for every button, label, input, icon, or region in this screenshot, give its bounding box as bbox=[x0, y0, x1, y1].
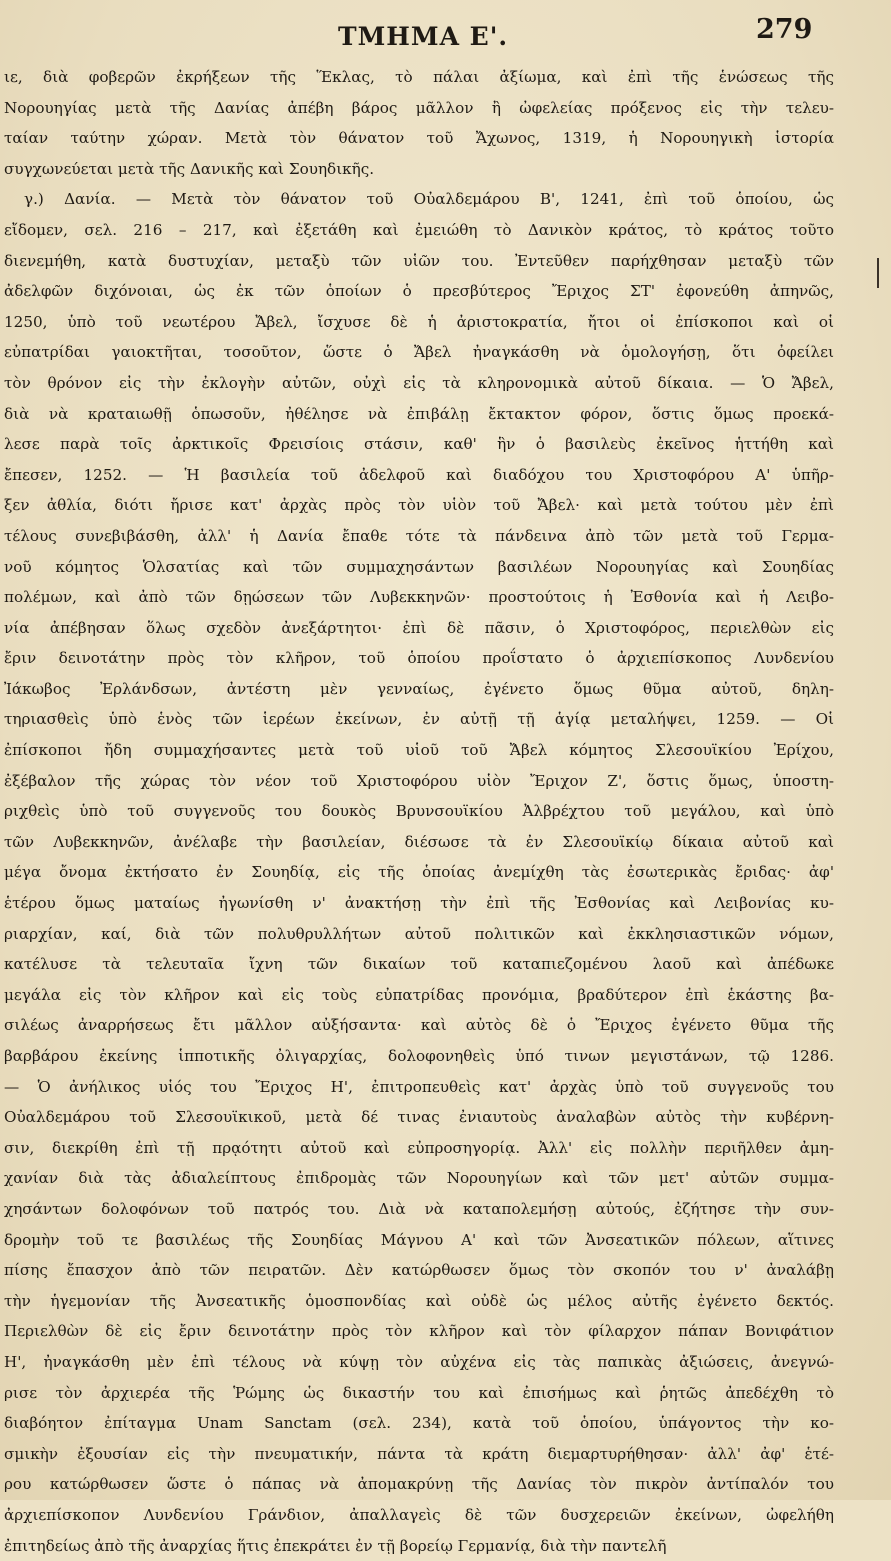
text-line: Η', ἠναγκάσθη μὲν ἐπὶ τέλους νὰ κύψῃ τὸν αὐχένα εἰς τὰς παπικὰς ἀξιώσεις, ἀνεγνώ- bbox=[4, 1347, 834, 1378]
text-line: χανίαν διὰ τὰς ἀδιαλείπτους ἐπιδρομὰς τῶν Νορουηγίων καὶ τῶν μετ' αὐτῶν συμμα- bbox=[4, 1163, 834, 1194]
text-line: γ.) Δανία. — Μετὰ τὸν θάνατον τοῦ Οὐαλδεμάρου Β', 1241, ἐπὶ τοῦ ὁποίου, ὡς bbox=[4, 184, 834, 215]
text-line: Περιελθὼν δὲ εἰς ἔριν δεινοτάτην πρὸς τὸν κλῆρον καὶ τὸν φίλαρχον πάπαν Βονιφάτιον bbox=[4, 1316, 834, 1347]
text-line: τηριασθεὶς ὑπὸ ἑνὸς τῶν ἱερέων ἐκείνων, ἐν αὐτῇ τῇ ἁγίᾳ μεταλήψει, 1259. — Οἱ bbox=[4, 704, 834, 735]
body-text bbox=[4, 62, 834, 1561]
text-line: νία ἀπέβησαν ὅλως σχεδὸν ἀνεξάρτητοι· ἐπὶ δὲ πᾶσιν, ὁ Χριστοφόρος, περιελθὼν εἰς bbox=[4, 613, 834, 644]
text-line: σιν, διεκρίθη ἐπὶ τῇ πρᾳότητι αὐτοῦ καὶ εὐπροσηγορίᾳ. Ἀλλ' εἰς πολλὴν περιῆλθεν ἀμη- bbox=[4, 1133, 834, 1164]
text-line: εἴδομεν, σελ. 216 – 217, καὶ ἐξετάθη καὶ ἐμειώθη τὸ Δανικὸν κράτος, τὸ κράτος τοῦτο bbox=[4, 215, 834, 246]
text-line: τῶν Λυβεκκηνῶν, ἀνέλαβε τὴν βασιλείαν, διέσωσε τὰ ἐν Σλεσουϊκίῳ δίκαια αὐτοῦ καὶ bbox=[4, 827, 834, 858]
text-line: ἐξέβαλον τῆς χώρας τὸν νέον τοῦ Χριστοφόρου υἱὸν Ἔριχον Ζ', ὅστις ὅμως, ὑποστη- bbox=[4, 766, 834, 797]
text-line: δρομὴν τοῦ τε βασιλέως τῆς Σουηδίας Μάγνου Α' καὶ τῶν Ἀνσεατικῶν πόλεων, αἵτινες bbox=[4, 1225, 834, 1256]
text-line: διὰ νὰ κραταιωθῇ ὁπωσοῦν, ἠθέλησε νὰ ἐπιβάλῃ ἔκτακτον φόρον, ὅστις ὅμως προεκά- bbox=[4, 399, 834, 430]
text-line: χησάντων δολοφόνων τοῦ πατρός του. Διὰ νὰ καταπολεμήσῃ αὐτούς, ἐζήτησε τὴν συν- bbox=[4, 1194, 834, 1225]
text-line: συγχωνεύεται μετὰ τῆς Δανικῆς καὶ Σουηδικῆς. bbox=[4, 154, 834, 185]
page-header bbox=[0, 12, 891, 60]
text-line: μέγα ὄνομα ἐκτήσατο ἐν Σουηδίᾳ, εἰς τῆς ὁποίας ἀνεμίχθη τὰς ἐσωτερικὰς ἔριδας· ἀφ' bbox=[4, 857, 834, 888]
text-line: 1250, ὑπὸ τοῦ νεωτέρου Ἄβελ, ἴσχυσε δὲ ἡ ἀριστοκρατία, ἤτοι οἱ ἐπίσκοποι καὶ οἱ bbox=[4, 307, 834, 338]
text-line: νοῦ κόμητος Ὁλσατίας καὶ τῶν συμμαχησάντων βασιλέων Νορουηγίας καὶ Σουηδίας bbox=[4, 552, 834, 583]
text-line: βαρβάρου ἐκείνης ἱπποτικῆς ὀλιγαρχίας, δολοφονηθεὶς ὑπό τινων μεγιστάνων, τῷ 1286. bbox=[4, 1041, 834, 1072]
text-line: ριχθεὶς ὑπὸ τοῦ συγγενοῦς του δουκὸς Βρυνσουϊκίου Ἀλβρέχτου τοῦ μεγάλου, καὶ ὑπὸ bbox=[4, 796, 834, 827]
text-line: ἀδελφῶν διχόνοιαι, ὡς ἐκ τῶν ὁποίων ὁ πρεσβύτερος Ἔριχος ΣΤ' ἐφονεύθη ἀπηνῶς, bbox=[4, 276, 834, 307]
text-line: ξεν ἀθλία, διότι ἤρισε κατ' ἀρχὰς πρὸς τὸν υἱὸν τοῦ Ἄβελ· καὶ μετὰ τούτου μὲν ἐπὶ bbox=[4, 490, 834, 521]
text-line: ἑτέρου ὅμως ματαίως ἠγωνίσθη ν' ἀνακτήσῃ τὴν ἐπὶ τῆς Ἐσθονίας καὶ Λειβονίας κυ- bbox=[4, 888, 834, 919]
text-line: λεσε παρὰ τοῖς ἀρκτικοῖς Φρεισίοις στάσιν, καθ' ἣν ὁ βασιλεὺς ἐκεῖνος ἡττήθη καὶ bbox=[4, 429, 834, 460]
text-line: διενεμήθη, κατὰ δυστυχίαν, μεταξὺ τῶν υἱῶν του. Ἐντεῦθεν παρήχθησαν μεταξὺ τῶν bbox=[4, 246, 834, 277]
text-line: ἀρχιεπίσκοπον Λυνδενίου Γράνδιον, ἀπαλλαγεὶς δὲ τῶν δυσχερειῶν ἐκείνων, ὠφελήθη bbox=[4, 1500, 834, 1531]
text-line: ἔριν δεινοτάτην πρὸς τὸν κλῆρον, τοῦ ὁποίου προΐστατο ὁ ἀρχιεπίσκοπος Λυνδενίου bbox=[4, 643, 834, 674]
text-line: πίσης ἔπασχον ἀπὸ τῶν πειρατῶν. Δὲν κατώρθωσεν ὅμως τὸν σκοπόν του ν' ἀναλάβῃ bbox=[4, 1255, 834, 1286]
text-line: Νορουηγίας μετὰ τῆς Δανίας ἀπέβη βάρος μᾶλλον ἢ ὠφελείας πρόξενος εἰς τὴν τελευ- bbox=[4, 93, 834, 124]
text-line: σιλέως ἀναρρήσεως ἔτι μᾶλλον αὐξήσαντα· καὶ αὐτὸς δὲ ὁ Ἔριχος ἐγένετο θῦμα τῆς bbox=[4, 1010, 834, 1041]
text-line: κατέλυσε τὰ τελευταῖα ἴχνη τῶν δικαίων τοῦ καταπιεζομένου λαοῦ καὶ ἀπέδωκε bbox=[4, 949, 834, 980]
text-line: ταίαν ταύτην χώραν. Μετὰ τὸν θάνατον τοῦ Ἄχωνος, 1319, ἡ Νορουηγικὴ ἱστορία bbox=[4, 123, 834, 154]
text-line: τὸν θρόνον εἰς τὴν ἐκλογὴν αὐτῶν, οὐχὶ εἰς τὰ κληρονομικὰ αὐτοῦ δίκαια. — Ὁ Ἄβελ, bbox=[4, 368, 834, 399]
text-line: τέλους συνεβιβάσθη, ἀλλ' ἡ Δανία ἔπαθε τότε τὰ πάνδεινα ἀπὸ τῶν μετὰ τοῦ Γερμα- bbox=[4, 521, 834, 552]
text-line: Ἰάκωβος Ἐρλάνδσων, ἀντέστη μὲν γενναίως, ἐγένετο ὅμως θῦμα αὐτοῦ, δηλη- bbox=[4, 674, 834, 705]
text-line: πολέμων, καὶ ἀπὸ τῶν δῃώσεων τῶν Λυβεκκηνῶν· προστούτοις ἡ Ἐσθονία καὶ ἡ Λειβο- bbox=[4, 582, 834, 613]
text-line: ρου κατώρθωσεν ὥστε ὁ πάπας νὰ ἀπομακρύνῃ τῆς Δανίας τὸν πικρὸν ἀντίπαλόν του bbox=[4, 1469, 834, 1500]
text-line: ἔπεσεν, 1252. — Ἡ βασιλεία τοῦ ἀδελφοῦ καὶ διαδόχου του Χριστοφόρου Α' ὑπῆρ- bbox=[4, 460, 834, 491]
text-line: διαβόητον ἐπίταγμα Unam Sanctam (σελ. 234), κατὰ τοῦ ὁποίου, ὑπάγοντος τὴν κο- bbox=[4, 1408, 834, 1439]
text-line: ἐπίσκοποι ἤδη συμμαχήσαντες μετὰ τοῦ υἱοῦ τοῦ Ἄβελ κόμητος Σλεσουϊκίου Ἐρίχου, bbox=[4, 735, 834, 766]
text-line: ριαρχίαν, καί, διὰ τῶν πολυθρυλλήτων αὐτοῦ πολιτικῶν καὶ ἐκκλησιαστικῶν νόμων, bbox=[4, 919, 834, 950]
text-line: ἐπιτηδείως ἀπὸ τῆς ἀναρχίας ἥτις ἐπεκράτει ἐν τῇ βορείῳ Γερμανίᾳ, διὰ τὴν παντελῆ bbox=[4, 1531, 834, 1561]
margin-mark bbox=[877, 258, 879, 288]
text-line: Οὐαλδεμάρου τοῦ Σλεσουϊκικοῦ, μετὰ δέ τινας ἐνιαυτοὺς ἀναλαβὼν αὐτὸς τὴν κυβέρνη- bbox=[4, 1102, 834, 1133]
text-line: τὴν ἡγεμονίαν τῆς Ἀνσεατικῆς ὁμοσπονδίας καὶ οὐδὲ ὡς μέλος αὐτῆς ἐγένετο δεκτός. bbox=[4, 1286, 834, 1317]
text-line: — Ὁ ἀνήλικος υἱός του Ἔριχος Η', ἐπιτροπευθεὶς κατ' ἀρχὰς ὑπὸ τοῦ συγγενοῦς του bbox=[4, 1072, 834, 1103]
text-line: ιε, διὰ φοβερῶν ἐκρήξεων τῆς Ἕκλας, τὸ πάλαι ἀξίωμα, καὶ ἐπὶ τῆς ἑνώσεως τῆς bbox=[4, 62, 834, 93]
page-number: 279 bbox=[756, 14, 812, 45]
text-line: εὐπατρίδαι γαιοκτῆται, τοσοῦτον, ὥστε ὁ Ἄβελ ἠναγκάσθη νὰ ὁμολογήσῃ, ὅτι ὀφείλει bbox=[4, 337, 834, 368]
running-head: ΤΜΗΜΑ Ε'. bbox=[338, 22, 508, 51]
text-line: ρισε τὸν ἀρχιερέα τῆς Ῥώμης ὡς δικαστήν του καὶ ἐπισήμως καὶ ῥητῶς ἀπεδέχθη τὸ bbox=[4, 1378, 834, 1409]
text-line: μεγάλα εἰς τὸν κλῆρον καὶ εἰς τοὺς εὐπατρίδας προνόμια, βραδύτερον ἐπὶ ἑκάστης βα- bbox=[4, 980, 834, 1011]
text-line: σμικὴν ἐξουσίαν εἰς τὴν πνευματικήν, πάντα τὰ κράτη διεμαρτυρήθησαν· ἀλλ' ἀφ' ἑτέ- bbox=[4, 1439, 834, 1470]
